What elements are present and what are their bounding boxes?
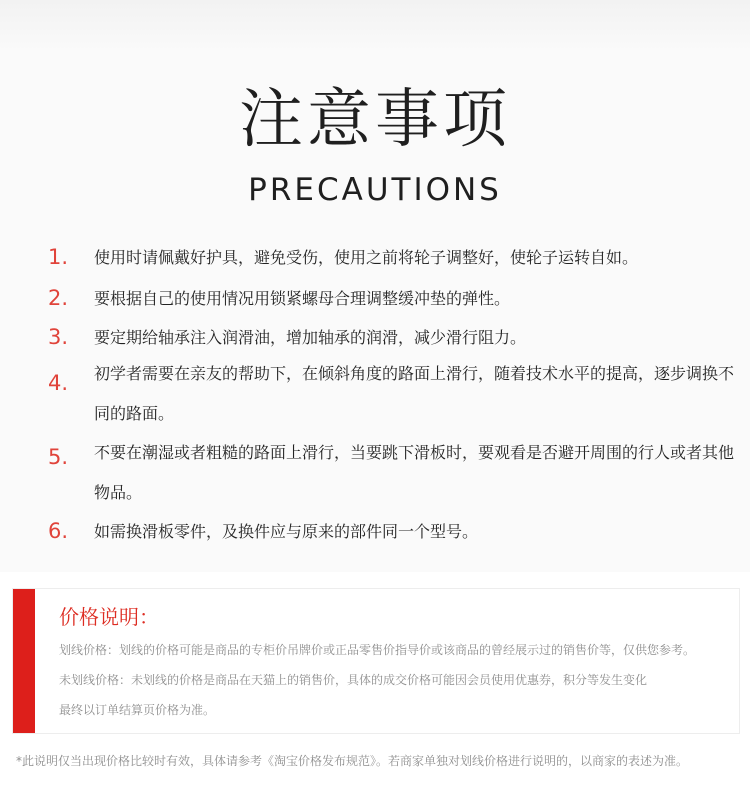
item-number: 3.	[48, 325, 69, 349]
price-notice-line: 未划线价格：未划线的价格是商品在天猫上的销售价，具体的成交价格可能因会员使用优惠券，积分等发生变化	[59, 673, 648, 687]
item-number: 1.	[48, 245, 69, 269]
price-notice-title: 价格说明：	[59, 605, 159, 629]
precautions-title-chinese: 注意事项	[239, 83, 511, 157]
item-number: 6.	[48, 519, 69, 543]
item-number: 5.	[48, 445, 69, 469]
price-notice-line: 最终以订单结算页价格为准。	[59, 703, 216, 717]
item-text: 不要在潮湿或者粗糙的路面上滑行，当要跳下滑板时，要观看是否避开周围的行人或者其他物品。	[94, 443, 735, 502]
item-text: 如需换滑板零件，及换件应与原来的部件同一个型号。	[94, 522, 479, 541]
item-text: 使用时请佩戴好护具，避免受伤，使用之前将轮子调整好，使轮子运转自如。	[94, 248, 639, 267]
price-notice-box	[12, 588, 740, 734]
price-notice-accent-bar	[13, 589, 35, 733]
item-text: 初学者需要在亲友的帮助下，在倾斜角度的路面上滑行，随着技术水平的提高，逐步调换不同的路面。	[94, 364, 735, 423]
price-notice-line: 划线价格：划线的价格可能是商品的专柜价吊牌价或正品零售价指导价或该商品的曾经展示过的销售价等，仅供您参考。	[59, 643, 696, 657]
precautions-title-english: PRECAUTIONS	[248, 172, 502, 208]
item-text: 要定期给轴承注入润滑油，增加轴承的润滑，减少滑行阻力。	[94, 328, 527, 347]
item-number: 2.	[48, 286, 69, 310]
item-text: 要根据自己的使用情况用锁紧螺母合理调整缓冲垫的弹性。	[94, 289, 511, 308]
top-band	[0, 0, 750, 52]
footnote: *此说明仅当出现价格比较时有效，具体请参考《淘宝价格发布规范》。若商家单独对划线价格进行说明的，以商家的表述为准。	[16, 754, 689, 768]
item-number: 4.	[48, 371, 69, 395]
